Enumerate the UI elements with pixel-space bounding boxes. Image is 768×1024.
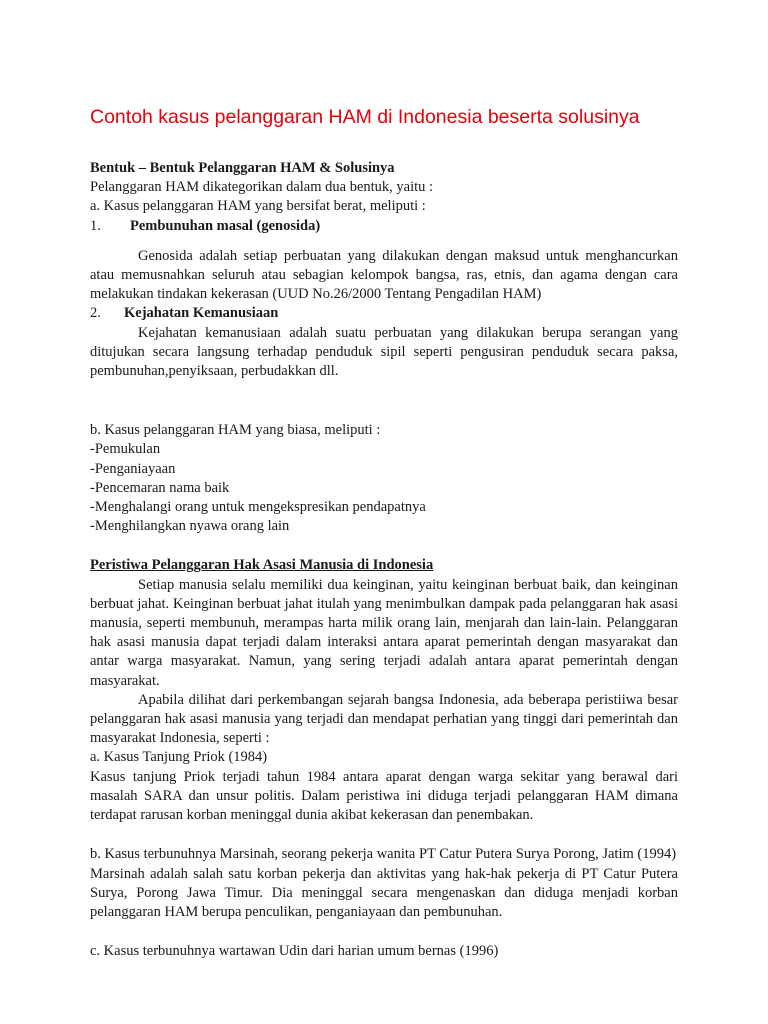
sub-heading-a: a. Kasus pelanggaran HAM yang bersifat berat, meliputi : (90, 198, 426, 215)
case-a-title: a. Kasus Tanjung Priok (1984) (90, 749, 268, 766)
paragraph-2: Apabila dilihat dari perkembangan sejarah bangsa Indonesia, ada beberapa peristiiwa besar pelanggaran hak asasi manusia yang terjadi dan mendapat perhatian yang tinggi dari pemerintah dan masyarakat Indonesia, seperti : (90, 691, 678, 747)
case-b-paragraph: Marsinah adalah salah satu korban pekerja dan aktivitas yang hak-hak pekerja di PT Catur Putera Surya, Porong Jawa Timur. Dia meninggal secara mengenaskan dan diduga menjadi korban pelanggaran HAM berupa penculikan, penganiayaan dan pembunuhan. (90, 865, 678, 920)
section-heading-bentuk: Bentuk – Bentuk Pelanggaran HAM & Solusinya (90, 160, 395, 176)
case-b-title: b. Kasus terbunuhnya Marsinah, seorang pekerja wanita PT Catur Putera Surya Porong, Jatim (1994) (90, 846, 677, 863)
page-title: Contoh kasus pelanggaran HAM di Indonesia beserta solusinya (90, 106, 640, 128)
list-item: -Penganiayaan (90, 460, 176, 477)
list-item: -Menghalangi orang untuk mengekspresikan pendapatnya (90, 499, 426, 516)
item-1-number: 1. (90, 217, 101, 234)
paragraph-1: Setiap manusia selalu memiliki dua keinginan, yaitu keinginan berbuat baik, dan keinginan berbuat jahat. Keinginan berbuat jahat itulah yang menimbulkan dampak pada pelanggaran hak asasi manusia, seperti membunuh, merampas harta milik orang lain, menjarah dan lain-lain. Pelanggaran hak asasi manusia dapat terjadi dalam interaksi antara aparat pemerintah dengan masyarakat dan antar warga masyarakat. Namun, yang sering terjadi adalah antara aparat pemerintah dengan masyarakat. (90, 576, 678, 689)
case-a-paragraph: Kasus tanjung Priok terjadi tahun 1984 antara aparat dengan warga sekitar yang berawal dari masalah SARA dan unsur politis. Dalam peristiwa ini diduga terjadi pelanggaran HAM dimana terdapat rarusan korban meninggal dunia akibat kekerasan dan penembakan. (90, 768, 678, 824)
intro-text: Pelanggaran HAM dikategorikan dalam dua bentuk, yaitu : (90, 179, 434, 196)
item-2-paragraph: Kejahatan kemanusiaan adalah suatu perbuatan yang dilakukan berupa serangan yang ditujukan secara langsung terhadap penduduk sipil seperti pengusiran penduduk secara paksa, pembunuhan,penyiksaan, perbudakkan dll. (90, 324, 678, 380)
case-c-title: c. Kasus terbunuhnya wartawan Udin dari harian umum bernas (1996) (90, 943, 499, 960)
list-item: -Pemukulan (90, 441, 161, 458)
item-2-heading: Kejahatan Kemanusiaan (124, 305, 279, 322)
document-body (90, 159, 678, 961)
item-2-heading-row (90, 304, 678, 323)
list-item: -Pencemaran nama baik (90, 479, 230, 496)
item-1-heading-row (90, 217, 678, 236)
list-item: -Menghilangkan nyawa orang lain (90, 518, 290, 535)
section-heading-peristiwa: Peristiwa Pelanggaran Hak Asasi Manusia di Indonesia (90, 557, 434, 574)
item-2-number: 2. (90, 305, 101, 322)
sub-heading-b: b. Kasus pelanggaran HAM yang biasa, meliputi : (90, 422, 381, 439)
item-1-heading: Pembunuhan masal (genosida) (130, 217, 321, 234)
item-1-paragraph: Genosida adalah setiap perbuatan yang dilakukan dengan maksud untuk menghancurkan atau memusnahkan seluruh atau sebagian kelompok bangsa, ras, etnis, dan agama dengan cara melakukan tindakan kekerasan (UUD No.26/2000 Tentang Pengadilan HAM) (90, 247, 678, 303)
